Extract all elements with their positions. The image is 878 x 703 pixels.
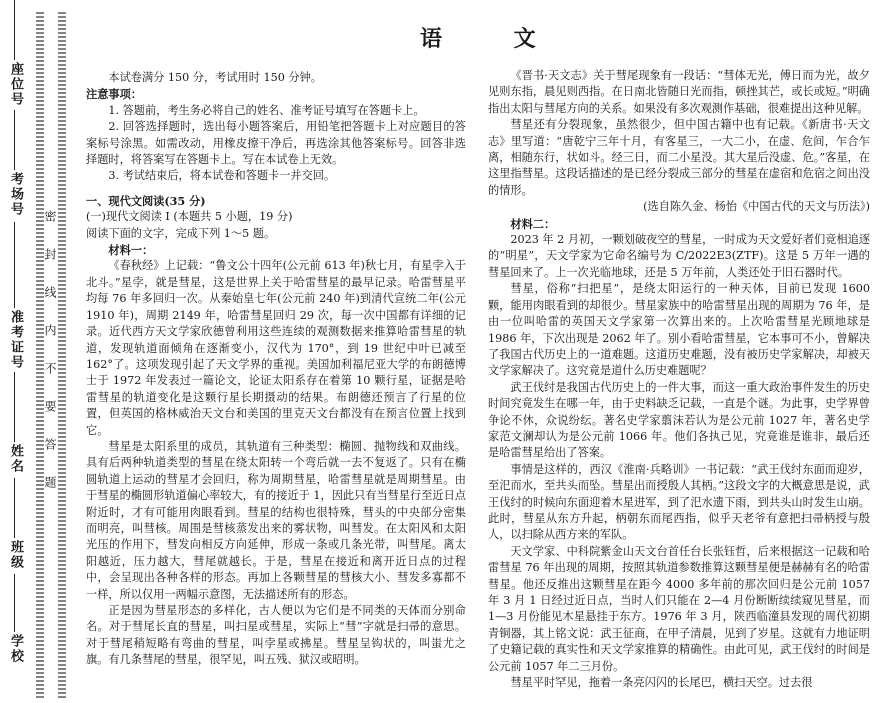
instruction-item: 1. 答题前，考生务必将自己的姓名、准考证号填写在答题卡上。	[108, 103, 425, 117]
instruction-item: 2. 回答选择题时，选出每小题答案后，用铅笔把答题卡上对应题目的答案标号涂黑。如需改动，用橡皮擦干净后，再选涂其他答案标号。回答非选择题时，将答案写在答题卡上。写在本试卷上无效。	[86, 120, 466, 167]
exam-summary: 本试卷满分 150 分，考试用时 150 分钟。	[108, 71, 322, 84]
binding-label-class: 班级	[8, 540, 23, 570]
paragraph: 《晋书·天文志》关于彗尾现象有一段话：“彗体无光，傅日而为光，故夕见则东指，晨见则西指。在日南北皆随日光而指，顿挫其芒，或长或短。”明确指出太阳与彗尾方向的关系。如果没有多次观测作基础，很难提出这种见解。	[488, 69, 870, 115]
paragraph: 天文学家、中科院紫金山天文台首任台长张钰哲，后来根据这一记载和哈雷彗星 76 年出现的周期，按照其轨道参数推算这颗彗星便是赫赫有名的哈雷彗星。他还反推出这颗彗星在距今 4000 多年前的那次回归是公元前 1057 年 3 月 1 日经过近日点，当时人们只能在 2—4 月份断断续续窥见彗星，而 1—3 月份能见木星悬挂于东方。1976 年 3 月，陕西临潼县发现的周代初期青铜器，其上铭文说：武王征商，在甲子清晨，见到了岁星。这就有力地证明了史籍记载的真实性和天文学家推算的精确性。由此可见，武王伐纣的时间是公元前 1057 年二三月份。	[488, 544, 870, 673]
material2-label: 材料二：	[510, 216, 556, 231]
binding-label-school: 学校	[8, 634, 23, 664]
paragraph: 彗星平时罕见，拖着一条亮闪闪的长尾巴，横扫天空。过去很	[510, 676, 813, 690]
binding-label-ticket: 准考证号	[8, 310, 23, 370]
paragraph: 彗星还有分裂现象，虽然很少，但中国古籍中也有记载。《新唐书·天文志》里写道：“唐乾宁三年十月，有客星三，一大二小，在虚、危间，乍合乍离，相随东行，状如斗。经三日，而二小星没。其大星后没虚、危。”客星，在这里指彗星。这段话描述的是已经分裂成三部分的彗星在虚宿和危宿之间出没的情形。	[488, 118, 870, 197]
section-subheading: (一)现代文阅读 I (本题共 5 小题，19 分)	[86, 210, 293, 224]
paragraph: 彗星，俗称“扫把星”，是绕太阳运行的一种天体，目前已发现 1600 颗，能用肉眼看到的却很少。彗星家族中的哈雷彗星出现的周期为 76 年，是由一位叫哈雷的英国天文学家第一次算出来的。上次哈雷彗星光顾地球是 1986 年，下次出现是 2062 年了。别小看哈雷彗星，它本事可不小，曾解决了我国古代历史上的一道难题。这道历史难题，没有被历史学家解决，却被天文学家解决了。这究竟是道什么历史难题呢？	[488, 282, 870, 378]
fill-line	[14, 478, 15, 538]
binding-margin	[0, 0, 78, 703]
material1-label: 材料一：	[108, 243, 154, 258]
seal-line-text: 密 封 线 内 不 要 答 题	[43, 210, 57, 494]
paragraph: 正是因为彗星形态的多样化，古人便以为它们是不同类的天体而分别命名。对于彗尾长直的彗星，叫扫星或彗星，实际上“彗”字就是扫帚的意思。对于彗尾稍短略有弯曲的彗星，叫孛星或拂星。彗星呈钩状的，叫蚩尤之旗。有几条彗尾的彗星，很罕见，叫五残、狱汉或昭明。	[86, 604, 466, 667]
seal-border-right	[58, 10, 66, 698]
paragraph: 彗星是太阳系里的成员，其轨道有三种类型：椭圆、抛物线和双曲线。具有后两种轨道类型的彗星在绕太阳转一个弯后就一去不复返了。只有在椭圆轨道上运动的彗星才会回归，称为周期彗星，哈雷彗星就是周期彗星。由于彗星的椭圆形轨道偏心率较大，有的接近于 1，因此只有当彗星行至近日点附近时，才有可能用肉眼看到。彗星的结构也很特殊，彗头的中央部分密集而明亮，叫彗核。周围是彗核蒸发出来的雾状物，叫彗发。在太阳风和太阳光压的作用下，彗发向相反方向延伸，形成一条或几条光带，叫彗尾。离太阳越近，压力越大，彗尾就越长。于是，彗星在接近和离开近日点的过程中，会呈现出各种各样的形态。再加上各颗彗星的彗核大小、彗发多寡都不一样，所以仅用一两幅示意图，无法描述所有的形态。	[86, 439, 466, 601]
binding-label-room: 考场号	[8, 172, 23, 217]
seal-strip	[36, 10, 66, 698]
section-prompt: 阅读下面的文字，完成下列 1～5 题。	[86, 226, 276, 240]
source-citation: (选自陈久金、杨怡《中国古代的天文与历法》)	[643, 200, 870, 214]
fill-line	[14, 574, 15, 632]
paragraph: 2023 年 2 月初，一颗划破夜空的彗星，一时成为天文爱好者们竞相追逐的“明星”，天文学家为它命名编号为 C/2022E3(ZTF)。这是 5 万年一遇的彗星回来了。上一次光临地球，还是 5 万年前，人类还处于旧石器时代。	[488, 233, 870, 279]
binding-label-name: 姓名	[8, 444, 23, 474]
exam-title: 语 文	[420, 26, 568, 52]
fill-line	[14, 0, 15, 60]
binding-label-seat: 座位号	[8, 62, 23, 107]
paragraph: 武王伐纣是我国古代历史上的一件大事，而这一重大政治事件发生的历史时间究竟发生在哪一年，由于史料缺乏记载，一直是个谜。为此事，史学界曾争论不休，众说纷纭。著名史学家翦沫若认为是公元前 1027 年，著名史学家范文澜却认为是公元前 1066 年。他们各执己见，究竟谁是谁非，最后还是哈雷彗星给出了答案。	[488, 380, 870, 460]
left-column	[86, 70, 466, 669]
fill-line	[14, 222, 15, 308]
right-column	[488, 68, 870, 691]
instruction-item: 3. 考试结束后，将本试卷和答题卡一并交回。	[108, 169, 336, 183]
instructions-heading: 注意事项：	[86, 87, 142, 102]
paragraph: 事情是这样的，西汉《淮南·兵略训》一书记载：“武王伐纣东面而迎岁，至汜而水，至共头而坠。彗星出而授殷人其柄。”这段文字的大概意思是说，武王伐纣的时候向东面迎着木星进军，到了汜水遗下雨，到共头山时发生山崩。此时，彗星从东方升起，柄朝东而尾西指，似乎天老爷有意把扫帚柄授与殷人，以扫除从西方来的军队。	[488, 462, 870, 542]
section-heading: 一、现代文阅读(35 分)	[86, 193, 206, 208]
fill-line	[14, 110, 15, 170]
fill-line	[14, 372, 15, 442]
paragraph: 《春秋经》上记载：“鲁文公十四年(公元前 613 年)秋七月，有星孛入于北斗。”星孛，就是彗星，这是世界上关于哈雷彗星的最早记录。哈雷彗星平均每 76 年多回归一次。从秦始皇七年(公元前 240 年)到清代宣统二年(公元 1910 年)，周期 2149 年，哈雷彗星回归 29 次，每一次中国都有详细的记录。近代西方天文学家欣德曾利用这些连续的观测数据来推算哈雷彗星的轨道，发现轨道面倾角在逐渐变小，汉代为 170°，到 19 世纪中叶已减至 162°了。这项发现引起了天文学界的重视。美国加利福尼亚大学的布朗德博士于 1972 年发表过一篇论文，论证太阳系存在着第 10 颗行星，证据是哈雷彗星的轨道变化是这颗行星长期摄动的结果。布朗德还预言了行星的位置，但英国的格林威治天文台和美国的里克天文台都没有在预言位置上找到它。	[86, 259, 466, 437]
